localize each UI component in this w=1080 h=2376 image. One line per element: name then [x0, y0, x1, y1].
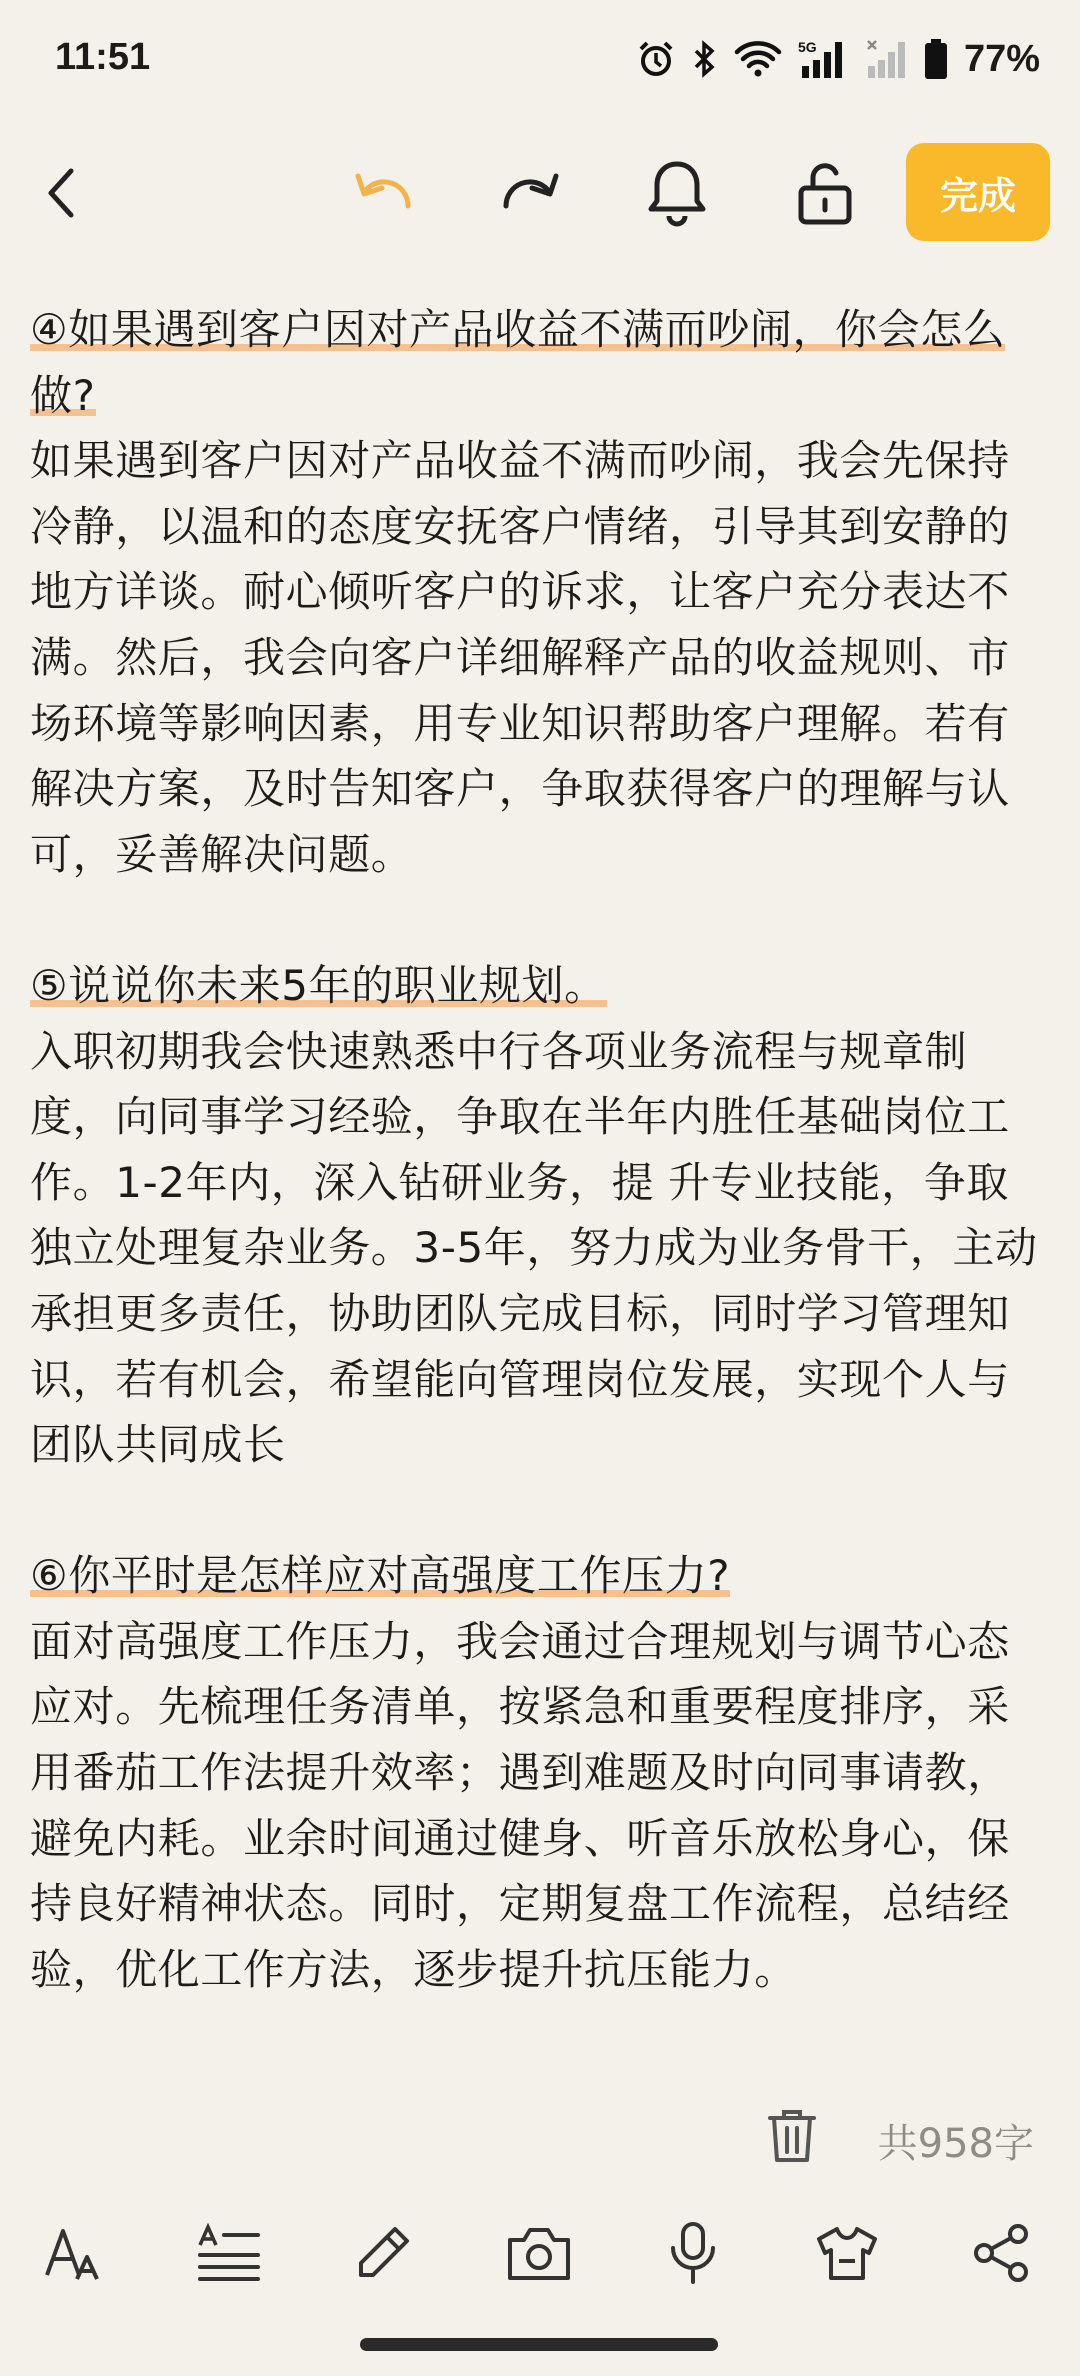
signal-icon: [866, 38, 908, 80]
lock-button[interactable]: [780, 140, 870, 250]
bell-icon: [647, 158, 707, 232]
word-count: 共958字: [877, 2121, 1034, 2167]
camera-icon: [506, 2224, 572, 2286]
answer-paragraph: 如果遇到客户因对产品收益不满而吵闹，我会先保持冷静，以温和的态度安抚客户情绪，引导其到安静的地方详谈。耐心倾听客户的诉求，让客户充分表达不满。然后，我会向客户详细解释产品的收益规则、市场环境等影响因素，用专业知识帮助客户理解。若有解决方案，及时告知客户，争取获得客户的理解与认可，妥善解决问题。: [30, 436, 1010, 879]
pencil-icon: [353, 2223, 413, 2287]
bluetooth-icon: [692, 39, 718, 79]
status-bar: [0, 0, 1080, 120]
status-icons: [636, 34, 1040, 84]
back-button[interactable]: [18, 140, 108, 250]
text-format-button[interactable]: [30, 2205, 120, 2305]
list-format-icon: [196, 2223, 262, 2287]
share-icon: [970, 2222, 1032, 2288]
signal-5g-icon: [798, 38, 850, 80]
status-time: 11:51: [55, 36, 151, 78]
highlighted-text: ⑥你平时是怎样应对高强度工作压力?: [30, 1551, 731, 1601]
blank-line: [30, 1478, 1050, 1544]
wifi-icon: [734, 40, 782, 78]
microphone-icon: [666, 2220, 720, 2290]
note-body[interactable]: [30, 297, 1050, 2002]
voice-input-button[interactable]: [648, 2205, 738, 2305]
question-heading: [30, 953, 1050, 1019]
network-label: 5G: [797, 39, 817, 55]
redo-button[interactable]: [486, 140, 576, 250]
home-indicator[interactable]: [360, 2338, 718, 2351]
share-button[interactable]: [956, 2205, 1046, 2305]
highlighted-text: ④如果遇到客户因对产品收益不满而吵闹，你会怎么做?: [30, 305, 1006, 420]
question-heading: [30, 297, 1050, 428]
redo-icon: [498, 168, 564, 222]
draw-button[interactable]: [338, 2205, 428, 2305]
answer-paragraph: 面对高强度工作压力，我会通过合理规划与调节心态应对。先梳理任务清单，按紧急和重要程度排序，采用番茄工作法提升效率；遇到难题及时向同事请教，避免内耗。业余时间通过健身、听音乐放松身心，保持良好精神状态。同时，定期复盘工作流程，总结经验，优化工作方法，逐步提升抗压能力。: [30, 1616, 1010, 1994]
battery-percent: 77%: [963, 37, 1040, 80]
undo-icon: [350, 168, 416, 222]
question-heading: [30, 1543, 1050, 1609]
bottom-toolbar: [0, 2205, 1080, 2305]
done-button[interactable]: 完成: [906, 143, 1050, 241]
notification-button[interactable]: [632, 140, 722, 250]
unlock-icon: [795, 158, 855, 232]
back-icon: [43, 165, 83, 225]
trash-icon: [762, 2151, 822, 2170]
theme-button[interactable]: [802, 2205, 892, 2305]
text-format-icon: [43, 2223, 107, 2287]
blank-line: [30, 887, 1050, 953]
undo-button[interactable]: [338, 140, 428, 250]
answer-paragraph: 入职初期我会快速熟悉中行各项业务流程与规章制度，向同事学习经验，争取在半年内胜任基础岗位工作。1-2年内，深入钻研业务，提 升专业技能，争取独立处理复杂业务。3-5年，努力成为业务骨干，主动承担更多责任，协助团队完成目标，同时学习管理知识，若有机会，希望能向管理岗位发展，实现个人与团队共同成长: [30, 1026, 1038, 1470]
delete-button[interactable]: [762, 2106, 822, 2166]
camera-button[interactable]: [494, 2205, 584, 2305]
alarm-icon: [636, 39, 676, 79]
list-format-button[interactable]: [184, 2205, 274, 2305]
shirt-icon: [815, 2223, 879, 2287]
battery-icon: [924, 38, 948, 80]
editor-toolbar: [0, 140, 1080, 250]
highlighted-text: ⑤说说你未来5年的职业规划。: [30, 960, 607, 1010]
